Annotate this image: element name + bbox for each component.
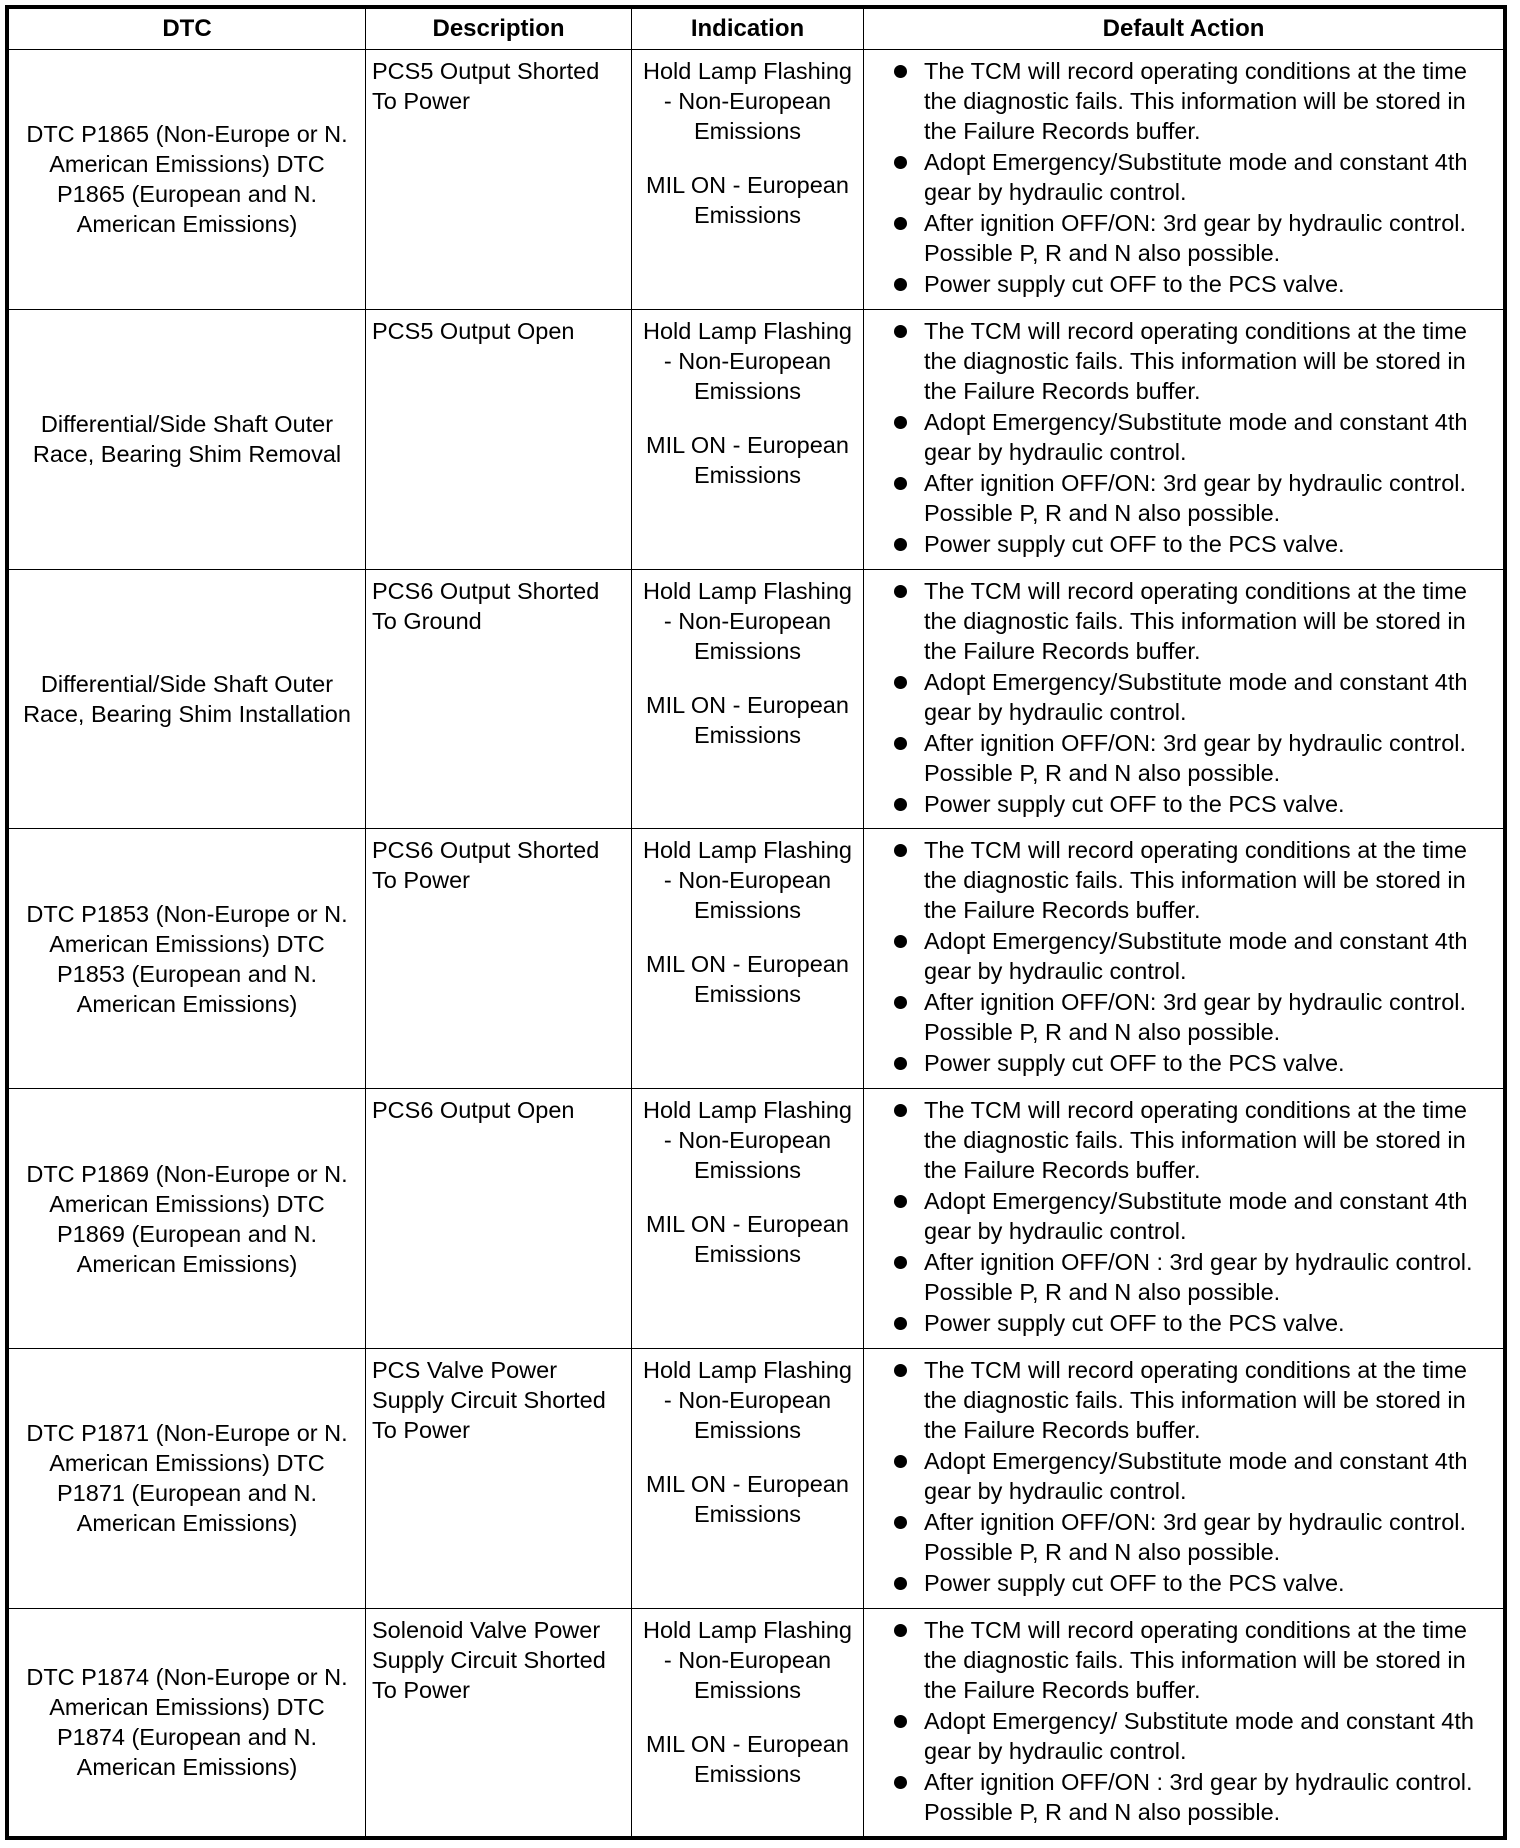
table-row bbox=[9, 50, 1504, 310]
dtc-table-sheet bbox=[5, 5, 1507, 1840]
action-list-item: After ignition OFF/ON: 3rd gear by hydraulic control. Possible P, R and N also possible. bbox=[870, 987, 1495, 1047]
table-header-row bbox=[9, 9, 1504, 50]
action-list-item: Power supply cut OFF to the PCS valve. bbox=[870, 529, 1495, 559]
indication-cell bbox=[632, 309, 864, 569]
action-list-item: The TCM will record operating conditions at the time the diagnostic fails. This information will be stored in the Failure Records buffer. bbox=[870, 1355, 1495, 1445]
indication-line: Hold Lamp Flashing - Non-European Emissions bbox=[643, 1356, 852, 1443]
action-list-item: Adopt Emergency/Substitute mode and constant 4th gear by hydraulic control. bbox=[870, 926, 1495, 986]
action-list bbox=[870, 316, 1495, 559]
indication-cell bbox=[632, 1608, 864, 1836]
indication-cell bbox=[632, 569, 864, 829]
indication-cell bbox=[632, 1348, 864, 1608]
table-row bbox=[9, 309, 1504, 569]
action-list-item: After ignition OFF/ON: 3rd gear by hydraulic control. Possible P, R and N also possible. bbox=[870, 1507, 1495, 1567]
action-list-item: The TCM will record operating conditions at the time the diagnostic fails. This information will be stored in the Failure Records buffer. bbox=[870, 835, 1495, 925]
action-list-item: Adopt Emergency/Substitute mode and constant 4th gear by hydraulic control. bbox=[870, 667, 1495, 727]
default-action-cell bbox=[864, 569, 1504, 829]
indication-spacer bbox=[638, 925, 857, 949]
indication-line: MIL ON - European Emissions bbox=[646, 1730, 849, 1787]
indication-spacer bbox=[638, 406, 857, 430]
description-cell: PCS6 Output Open bbox=[366, 1089, 632, 1349]
action-list-item: After ignition OFF/ON: 3rd gear by hydraulic control. Possible P, R and N also possible. bbox=[870, 208, 1495, 268]
table-row bbox=[9, 569, 1504, 829]
description-cell: PCS5 Output Shorted To Power bbox=[366, 50, 632, 310]
action-list bbox=[870, 1355, 1495, 1598]
dtc-cell: DTC P1869 (Non-Europe or N. American Emissions) DTC P1869 (European and N. American Emissions) bbox=[9, 1089, 366, 1349]
indication-line: MIL ON - European Emissions bbox=[646, 691, 849, 748]
indication-line: Hold Lamp Flashing - Non-European Emissions bbox=[643, 317, 852, 404]
indication-spacer bbox=[638, 146, 857, 170]
indication-line: MIL ON - European Emissions bbox=[646, 431, 849, 488]
indication-line: MIL ON - European Emissions bbox=[646, 1211, 849, 1268]
description-cell: PCS5 Output Open bbox=[366, 309, 632, 569]
action-list-item: Adopt Emergency/Substitute mode and constant 4th gear by hydraulic control. bbox=[870, 407, 1495, 467]
indication-line: Hold Lamp Flashing - Non-European Emissions bbox=[643, 577, 852, 664]
action-list-item: The TCM will record operating conditions at the time the diagnostic fails. This information will be stored in the Failure Records buffer. bbox=[870, 316, 1495, 406]
indication-spacer bbox=[638, 1185, 857, 1209]
dtc-cell: Differential/Side Shaft Outer Race, Bearing Shim Installation bbox=[9, 569, 366, 829]
indication-spacer bbox=[638, 1705, 857, 1729]
dtc-cell: Differential/Side Shaft Outer Race, Bearing Shim Removal bbox=[9, 309, 366, 569]
default-action-cell bbox=[864, 1348, 1504, 1608]
action-list-item: After ignition OFF/ON : 3rd gear by hydraulic control. Possible P, R and N also possible. bbox=[870, 1767, 1495, 1827]
action-list bbox=[870, 1095, 1495, 1338]
action-list-item: Adopt Emergency/Substitute mode and constant 4th gear by hydraulic control. bbox=[870, 1186, 1495, 1246]
action-list-item: The TCM will record operating conditions at the time the diagnostic fails. This information will be stored in the Failure Records buffer. bbox=[870, 1095, 1495, 1185]
indication-cell bbox=[632, 1089, 864, 1349]
action-list-item: Power supply cut OFF to the PCS valve. bbox=[870, 1568, 1495, 1598]
default-action-cell bbox=[864, 309, 1504, 569]
action-list-item: The TCM will record operating conditions at the time the diagnostic fails. This information will be stored in the Failure Records buffer. bbox=[870, 56, 1495, 146]
indication-spacer bbox=[638, 1445, 857, 1469]
action-list-item: Power supply cut OFF to the PCS valve. bbox=[870, 269, 1495, 299]
header-indication: Indication bbox=[632, 9, 864, 50]
action-list-item: Adopt Emergency/ Substitute mode and constant 4th gear by hydraulic control. bbox=[870, 1706, 1495, 1766]
default-action-cell bbox=[864, 829, 1504, 1089]
action-list-item: The TCM will record operating conditions at the time the diagnostic fails. This information will be stored in the Failure Records buffer. bbox=[870, 576, 1495, 666]
indication-cell bbox=[632, 829, 864, 1089]
action-list-item: Power supply cut OFF to the PCS valve. bbox=[870, 789, 1495, 819]
indication-line: Hold Lamp Flashing - Non-European Emissions bbox=[643, 1616, 852, 1703]
table-body bbox=[9, 50, 1504, 1837]
default-action-cell bbox=[864, 50, 1504, 310]
action-list-item: Power supply cut OFF to the PCS valve. bbox=[870, 1048, 1495, 1078]
dtc-cell: DTC P1865 (Non-Europe or N. American Emissions) DTC P1865 (European and N. American Emissions) bbox=[9, 50, 366, 310]
action-list-item: After ignition OFF/ON: 3rd gear by hydraulic control. Possible P, R and N also possible. bbox=[870, 468, 1495, 528]
action-list-item: Power supply cut OFF to the PCS valve. bbox=[870, 1308, 1495, 1338]
dtc-table bbox=[8, 8, 1504, 1837]
default-action-cell bbox=[864, 1089, 1504, 1349]
description-cell: PCS6 Output Shorted To Ground bbox=[366, 569, 632, 829]
indication-line: MIL ON - European Emissions bbox=[646, 951, 849, 1008]
dtc-cell: DTC P1871 (Non-Europe or N. American Emissions) DTC P1871 (European and N. American Emissions) bbox=[9, 1348, 366, 1608]
table-row bbox=[9, 1089, 1504, 1349]
action-list bbox=[870, 56, 1495, 299]
header-default-action: Default Action bbox=[864, 9, 1504, 50]
indication-cell bbox=[632, 50, 864, 310]
action-list bbox=[870, 1615, 1495, 1827]
default-action-cell bbox=[864, 1608, 1504, 1836]
action-list-item: After ignition OFF/ON : 3rd gear by hydraulic control. Possible P, R and N also possible. bbox=[870, 1247, 1495, 1307]
action-list-item: After ignition OFF/ON: 3rd gear by hydraulic control. Possible P, R and N also possible. bbox=[870, 728, 1495, 788]
indication-line: Hold Lamp Flashing - Non-European Emissions bbox=[643, 837, 852, 924]
indication-line: Hold Lamp Flashing - Non-European Emissions bbox=[643, 1097, 852, 1184]
dtc-cell: DTC P1874 (Non-Europe or N. American Emissions) DTC P1874 (European and N. American Emissions) bbox=[9, 1608, 366, 1836]
dtc-cell: DTC P1853 (Non-Europe or N. American Emissions) DTC P1853 (European and N. American Emissions) bbox=[9, 829, 366, 1089]
indication-line: Hold Lamp Flashing - Non-European Emissions bbox=[643, 58, 852, 144]
indication-line: MIL ON - European Emissions bbox=[646, 1470, 849, 1527]
action-list-item: Adopt Emergency/Substitute mode and constant 4th gear by hydraulic control. bbox=[870, 1446, 1495, 1506]
action-list bbox=[870, 576, 1495, 819]
action-list bbox=[870, 835, 1495, 1078]
table-row bbox=[9, 1348, 1504, 1608]
header-dtc: DTC bbox=[9, 9, 366, 50]
description-cell: Solenoid Valve Power Supply Circuit Shorted To Power bbox=[366, 1608, 632, 1836]
indication-spacer bbox=[638, 666, 857, 690]
description-cell: PCS Valve Power Supply Circuit Shorted To Power bbox=[366, 1348, 632, 1608]
description-cell: PCS6 Output Shorted To Power bbox=[366, 829, 632, 1089]
indication-line: MIL ON - European Emissions bbox=[646, 172, 849, 228]
table-row bbox=[9, 1608, 1504, 1836]
action-list-item: Adopt Emergency/Substitute mode and constant 4th gear by hydraulic control. bbox=[870, 147, 1495, 207]
header-description: Description bbox=[366, 9, 632, 50]
table-row bbox=[9, 829, 1504, 1089]
action-list-item: The TCM will record operating conditions at the time the diagnostic fails. This information will be stored in the Failure Records buffer. bbox=[870, 1615, 1495, 1705]
